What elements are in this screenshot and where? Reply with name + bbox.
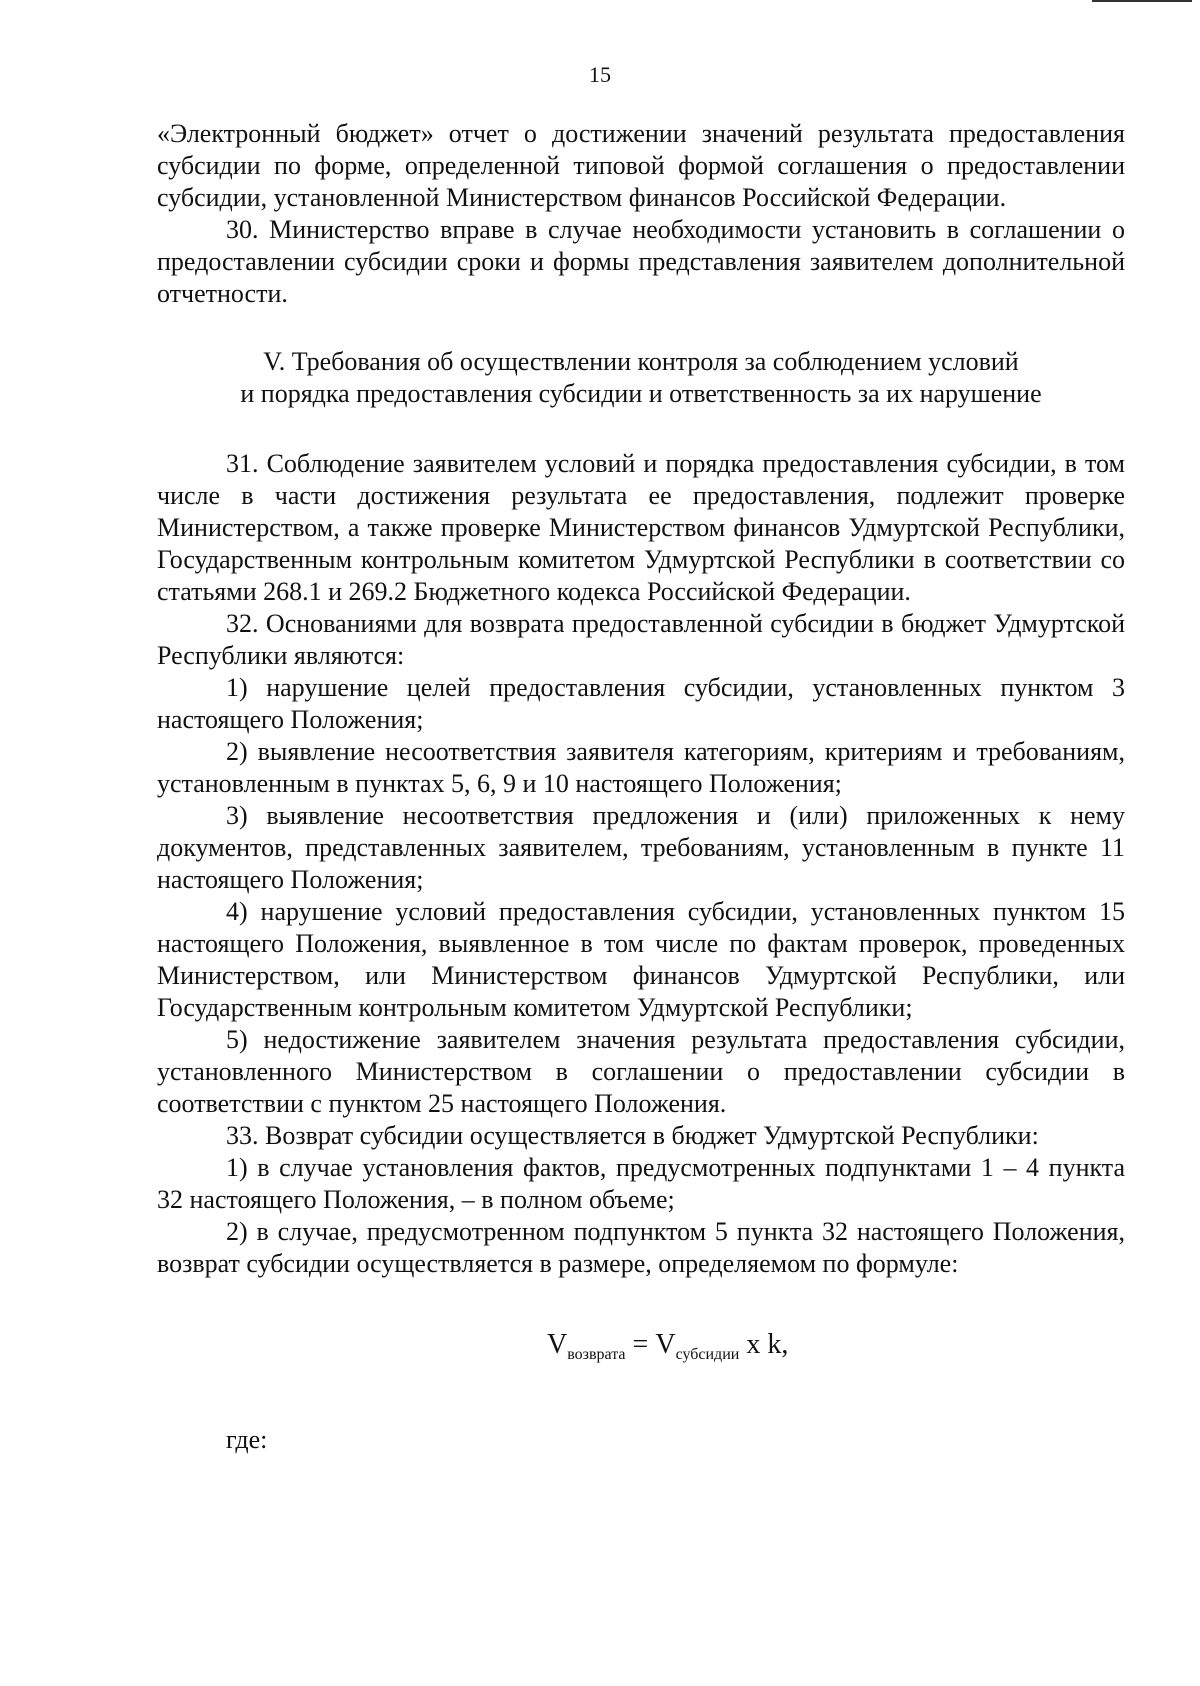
section-heading-line-2: и порядка предоставления субсидии и ответственность за их нарушение	[240, 379, 1042, 408]
paragraph-32-item-5: 5) недостижение заявителем значения результата предоставления субсидии, установленного Министерством в соглашении о предоставлении субсидии в соответствии с пунктом 25 настоящего Положения.	[157, 1025, 1125, 1118]
formula-tail: x k,	[739, 1329, 789, 1360]
paragraph-32-item-4: 4) нарушение условий предоставления субсидии, установленных пунктом 15 настоящего Положения, выявленное в том числе по фактам проверок, проведенных Министерством, или Министерством финансов Удмуртской Республики, или Государственным контрольным комитетом Удмуртской Республики;	[157, 897, 1125, 1022]
paragraph-30: 30. Министерство вправе в случае необходимости установить в соглашении о предоставлении субсидии сроки и формы представления заявителем дополнительной отчетности.	[157, 215, 1125, 308]
paragraph-32-item-1: 1) нарушение целей предоставления субсидии, установленных пунктом 3 настоящего Положения;	[157, 673, 1125, 734]
paragraph-32-item-2: 2) выявление несоответствия заявителя категориям, критериям и требованиям, установленным в пунктах 5, 6, 9 и 10 настоящего Положения;	[157, 737, 1125, 798]
paragraph-31: 31. Соблюдение заявителем условий и порядка предоставления субсидии, в том числе в части достижения результата ее предоставления, подлежит проверке Министерством, а также проверке Министерством финансов Удмуртской Республики, Государственным контрольным комитетом Удмуртской Республики в соответствии со статьями 268.1 и 269.2 Бюджетного кодекса Российской Федерации.	[157, 449, 1125, 606]
formula-equals: =	[625, 1329, 656, 1360]
top-edge-line	[1092, 0, 1192, 2]
page-number: 15	[589, 62, 611, 87]
section-heading-line-1: V. Требования об осуществлении контроля за соблюдением условий	[263, 347, 1019, 376]
formula-rhs-subscript: субсидии	[675, 1346, 740, 1363]
formula-lhs-subscript: возврата	[567, 1346, 626, 1363]
formula-rhs: V	[655, 1329, 676, 1360]
paragraph-32: 32. Основаниями для возврата предоставленной субсидии в бюджет Удмуртской Республики являются:	[157, 609, 1125, 670]
paragraph-33-item-2: 2) в случае, предусмотренном подпунктом 5 пункта 32 настоящего Положения, возврат субсидии осуществляется в размере, определяемом по формуле:	[157, 1217, 1125, 1278]
paragraph-32-item-3: 3) выявление несоответствия предложения и (или) приложенных к нему документов, представленных заявителем, требованиям, установленным в пункте 11 настоящего Положения;	[157, 801, 1125, 894]
formula-lhs: V	[547, 1329, 568, 1360]
formula	[157, 1328, 1125, 1372]
document-body	[157, 118, 1125, 1456]
paragraph-33-item-1: 1) в случае установления фактов, предусмотренных подпунктами 1 – 4 пункта 32 настоящего Положения, – в полном объеме;	[157, 1153, 1125, 1214]
section-heading	[157, 346, 1125, 410]
where-label: где:	[226, 1425, 268, 1454]
paragraph-33: 33. Возврат субсидии осуществляется в бюджет Удмуртской Республики:	[226, 1121, 1039, 1150]
paragraph-continuation: «Электронный бюджет» отчет о достижении значений результата предоставления субсидии по форме, определенной типовой формой соглашения о предоставлении субсидии, установленной Министерством финансов Российской Федерации.	[157, 119, 1125, 212]
